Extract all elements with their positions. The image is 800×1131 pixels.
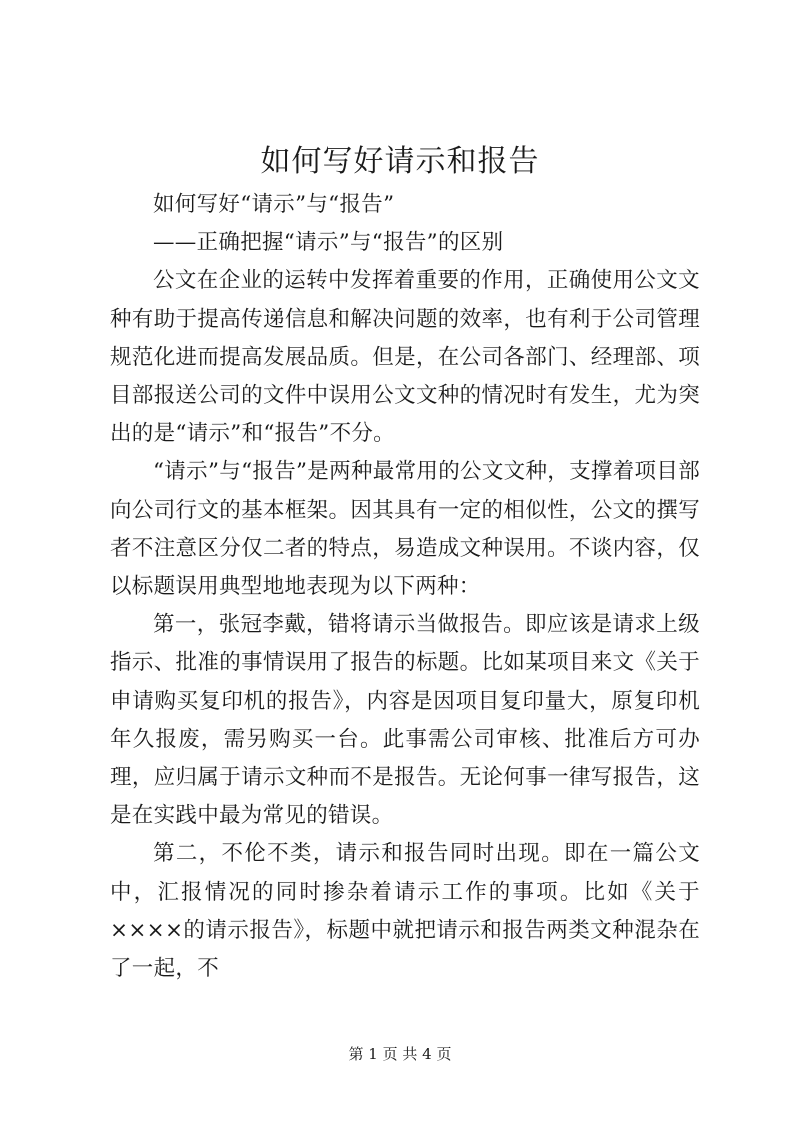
- body-paragraph: 第二，不伦不类，请示和报告同时出现。即在一篇公文中，汇报情况的同时掺杂着请示工作的事项。比如《关于××××的请示报告》，标题中就把请示和报告两类文种混杂在了一起，不: [110, 841, 700, 982]
- subtitle-line: 如何写好“请示”与“报告”: [153, 192, 395, 217]
- page-footer: 第 1 页 共 4 页: [348, 1045, 452, 1063]
- body-paragraph: 公文在企业的运转中发挥着重要的作用，正确使用公文文种有助于提高传递信息和解决问题的效率，也有利于公司管理规范化进而提高发展品质。但是，在公司各部门、经理部、项目部报送公司的文件中误用公文文种的情况时有发生，尤为突出的是“请示”和“报告”不分。: [110, 268, 700, 447]
- body-paragraph: 第一，张冠李戴，错将请示当做报告。即应该是请求上级指示、批准的事情误用了报告的标题。比如某项目来文《关于申请购买复印机的报告》，内容是因项目复印量大，原复印机年久报废，需另购买一台。此事需公司审核、批准后方可办理，应归属于请示文种而不是报告。无论何事一律写报告，这是在实践中最为常见的错误。: [110, 612, 700, 829]
- document-body: [110, 186, 700, 988]
- document-title: 如何写好请示和报告: [260, 144, 540, 179]
- subtitle-subline: ——正确把握“请示”与“报告”的区别: [153, 230, 504, 256]
- body-paragraph: “请示”与“报告”是两种最常用的公文文种，支撑着项目部向公司行文的基本框架。因其具有一定的相似性，公文的撰写者不注意区分仅二者的特点，易造成文种误用。不谈内容，仅以标题误用典型地地表现为以下两种：: [110, 459, 700, 600]
